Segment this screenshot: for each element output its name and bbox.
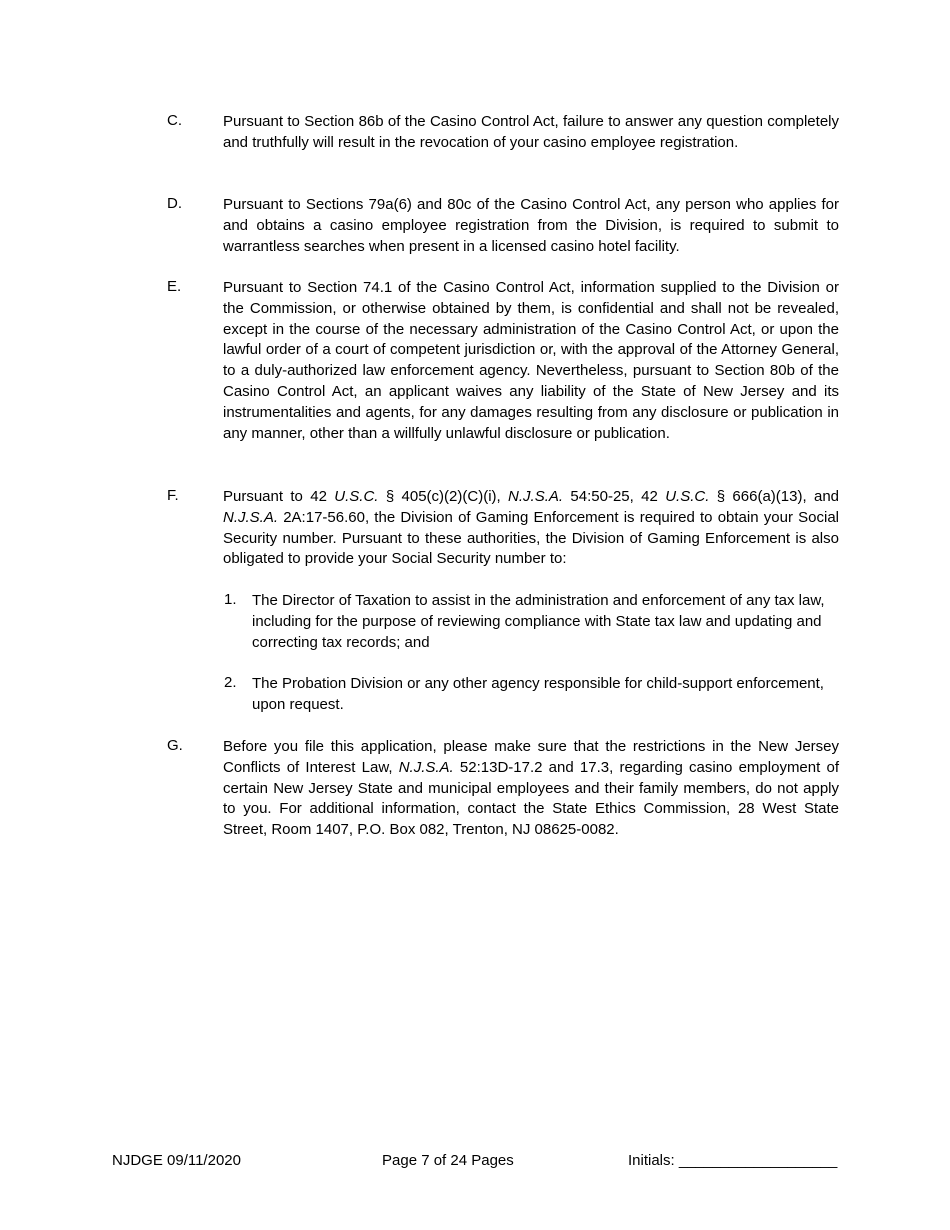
list-item-text: The Director of Taxation to assist in the administration and enforcement of any tax law, including for the purpose of reviewing compliance with State tax law and updating and correcting tax records; and — [252, 592, 825, 651]
footer-form-id: NJDGE 09/11/2020 — [112, 1152, 241, 1169]
section-letter: D. — [167, 195, 182, 212]
section-text: Pursuant to Section 74.1 of the Casino Control Act, information supplied to the Division or the Commission, or otherwise obtained by them, is confidential and shall not be revealed, except in the course of the necessary administration of the Casino Control Act, or upon the lawful order of a court of competent jurisdiction or, with the approval of the Attorney General, to a duly-authorized law enforcement agency. Nevertheless, pursuant to Section 80b of the Casino Control Act, an applicant waives any liability of the State of New Jersey and its instrumentalities and agents, for any damages resulting from any disclosure or publication in any manner, other than a willfully unlawful disclosure or publication. — [223, 279, 839, 442]
footer-initials[interactable]: Initials: ___________________ — [628, 1152, 838, 1169]
section-letter: E. — [167, 278, 182, 295]
section-text: Pursuant to Section 86b of the Casino Control Act, failure to answer any question completely and truthfully will result in the revocation of your casino employee registration. — [223, 113, 839, 151]
footer-page-number: Page 7 of 24 Pages — [382, 1152, 514, 1169]
section-letter: F. — [167, 487, 179, 504]
section-letter: G. — [167, 737, 183, 754]
list-number: 2. — [224, 674, 237, 691]
list-item-text: The Probation Division or any other agency responsible for child-support enforcement, upon request. — [252, 675, 824, 713]
section-text: Pursuant to 42 U.S.C. § 405(c)(2)(C)(i), N.J.S.A. 54:50-25, 42 U.S.C. § 666(a)(13), and N.J.S.A. 2A:17-56.60, the Division of Gaming Enforcement is required to obtain your Social Security number. Pursuant to these authorities, the Division of Gaming Enforcement is also obligated to provide your Social Security number to: — [223, 488, 839, 568]
section-text: Pursuant to Sections 79a(6) and 80c of the Casino Control Act, any person who applies for and obtains a casino employee registration from the Division, is required to submit to warrantless searches when present in a licensed casino hotel facility. — [223, 196, 839, 255]
section-letter: C. — [167, 112, 182, 129]
section-text: Before you file this application, please make sure that the restrictions in the New Jersey Conflicts of Interest Law, N.J.S.A. 52:13D-17.2 and 17.3, regarding casino employment of certain New Jersey State and municipal employees and their family members, do not apply to you. For additional information, contact the State Ethics Commission, 28 West State Street, Room 1407, P.O. Box 082, Trenton, NJ 08625-0082. — [223, 738, 839, 839]
list-number: 1. — [224, 591, 237, 608]
